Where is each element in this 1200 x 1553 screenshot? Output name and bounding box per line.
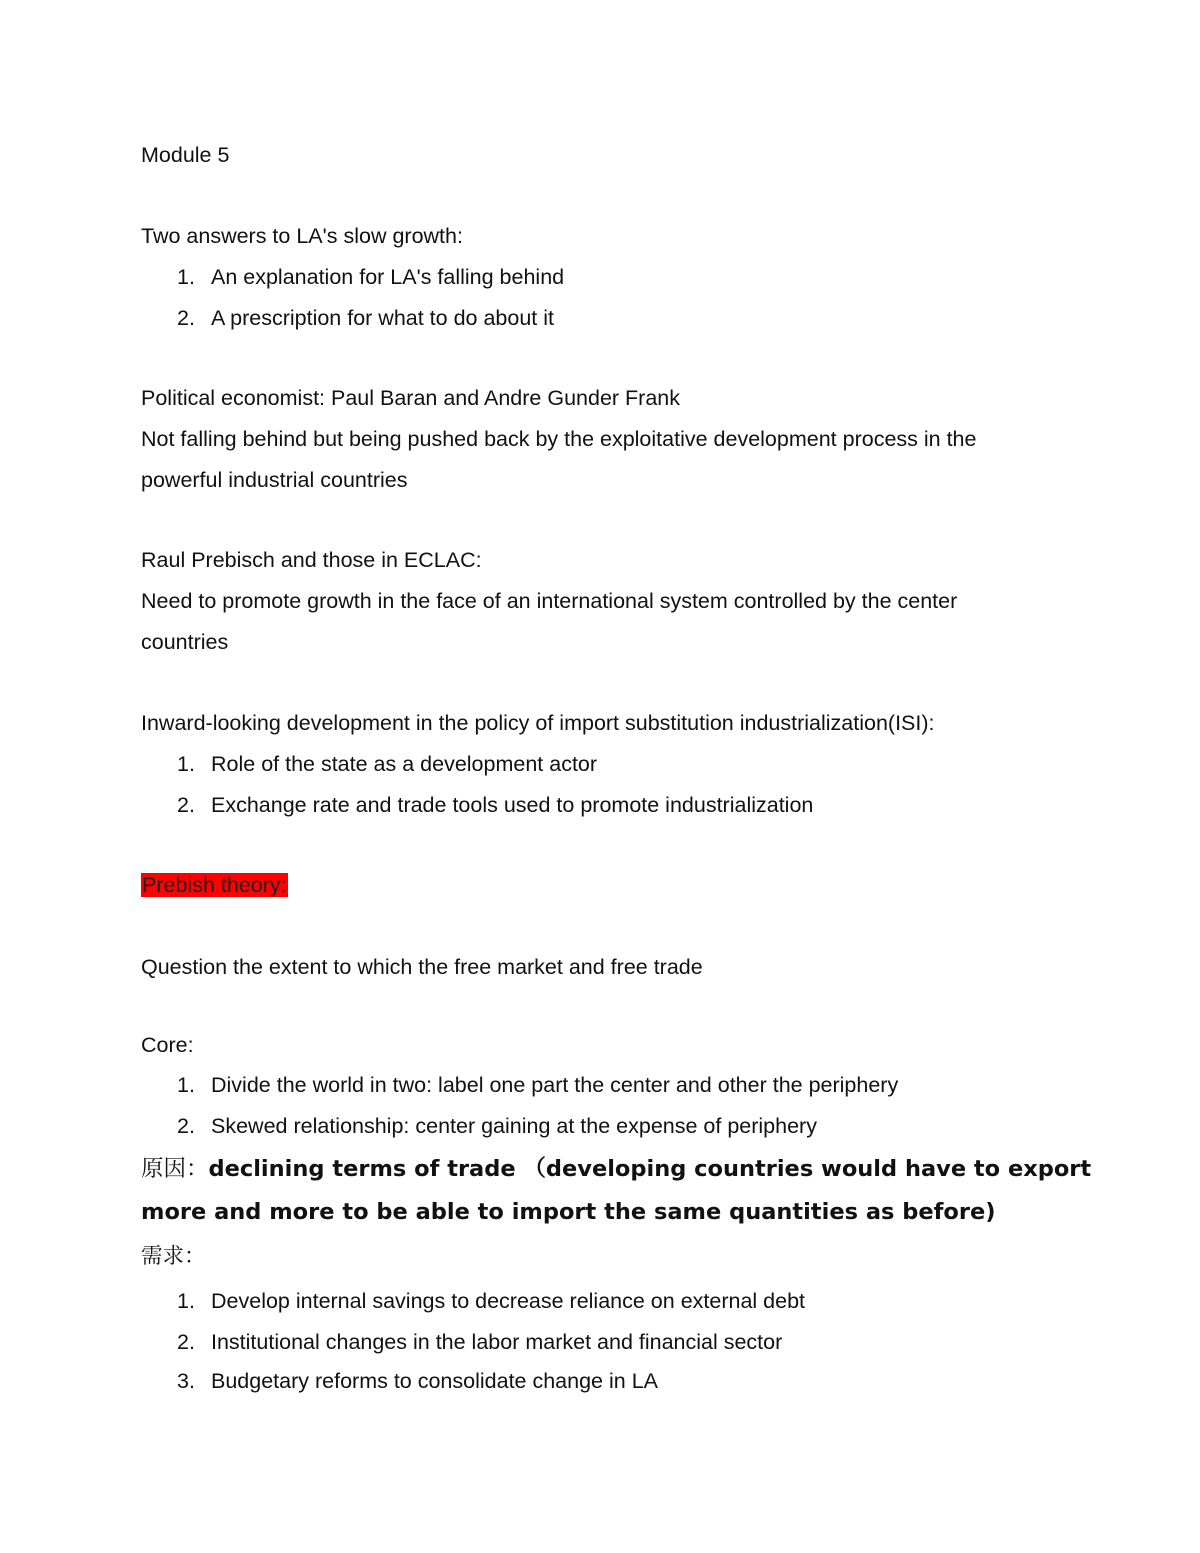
list-item: Role of the state as a development actor — [211, 752, 598, 776]
highlighted-text: Prebish theory: — [142, 873, 287, 897]
demand-heading — [141, 1242, 206, 1271]
section-heading: Inward-looking development in the policy of import substitution industrialization(ISI): — [141, 711, 935, 735]
list-number: 2. — [177, 1330, 195, 1354]
list-number: 1. — [177, 265, 195, 289]
list-item: Institutional changes in the labor market and financial sector — [211, 1330, 783, 1354]
section-heading: Raul Prebisch and those in ECLAC: — [141, 548, 482, 572]
list-number: 1. — [177, 1289, 195, 1313]
section-heading: Two answers to LA's slow growth: — [141, 224, 463, 248]
list-item: An explanation for LA's falling behind — [211, 265, 565, 289]
list-item: A prescription for what to do about it — [211, 306, 555, 330]
list-number: 1. — [177, 1073, 195, 1097]
list-number: 2. — [177, 1114, 195, 1138]
list-number: 3. — [177, 1369, 195, 1393]
list-item: Divide the world in two: label one part the center and other the periphery — [211, 1073, 899, 1097]
paragraph-line: Not falling behind but being pushed back by the exploitative development process in the — [141, 427, 977, 451]
list-item: Skewed relationship: center gaining at the expense of periphery — [211, 1114, 817, 1138]
list-number: 2. — [177, 793, 195, 817]
section-heading: Political economist: Paul Baran and Andre Gunder Frank — [141, 386, 680, 410]
module-title: Module 5 — [141, 143, 230, 167]
paragraph-line: Need to promote growth in the face of an international system controlled by the center — [141, 589, 958, 613]
paragraph-line: Question the extent to which the free market and free trade — [141, 955, 703, 979]
cause-text: declining terms of trade （developing countries would have to export — [208, 1156, 1092, 1182]
cause-line-continued: more and more to be able to import the same quantities as before) — [141, 1199, 996, 1225]
paragraph-line: powerful industrial countries — [141, 468, 408, 492]
prebish-theory-heading — [141, 871, 288, 899]
list-number: 2. — [177, 306, 195, 330]
cause-line — [141, 1154, 1091, 1184]
section-heading: Core: — [141, 1033, 194, 1057]
paragraph-line: countries — [141, 630, 229, 654]
list-item: Budgetary reforms to consolidate change in LA — [211, 1369, 658, 1393]
list-item: Develop internal savings to decrease reliance on external debt — [211, 1289, 806, 1313]
list-item: Exchange rate and trade tools used to promote industrialization — [211, 793, 814, 817]
cause-label: 原因： — [141, 1156, 209, 1182]
list-number: 1. — [177, 752, 195, 776]
demand-label: 需求： — [141, 1244, 206, 1269]
